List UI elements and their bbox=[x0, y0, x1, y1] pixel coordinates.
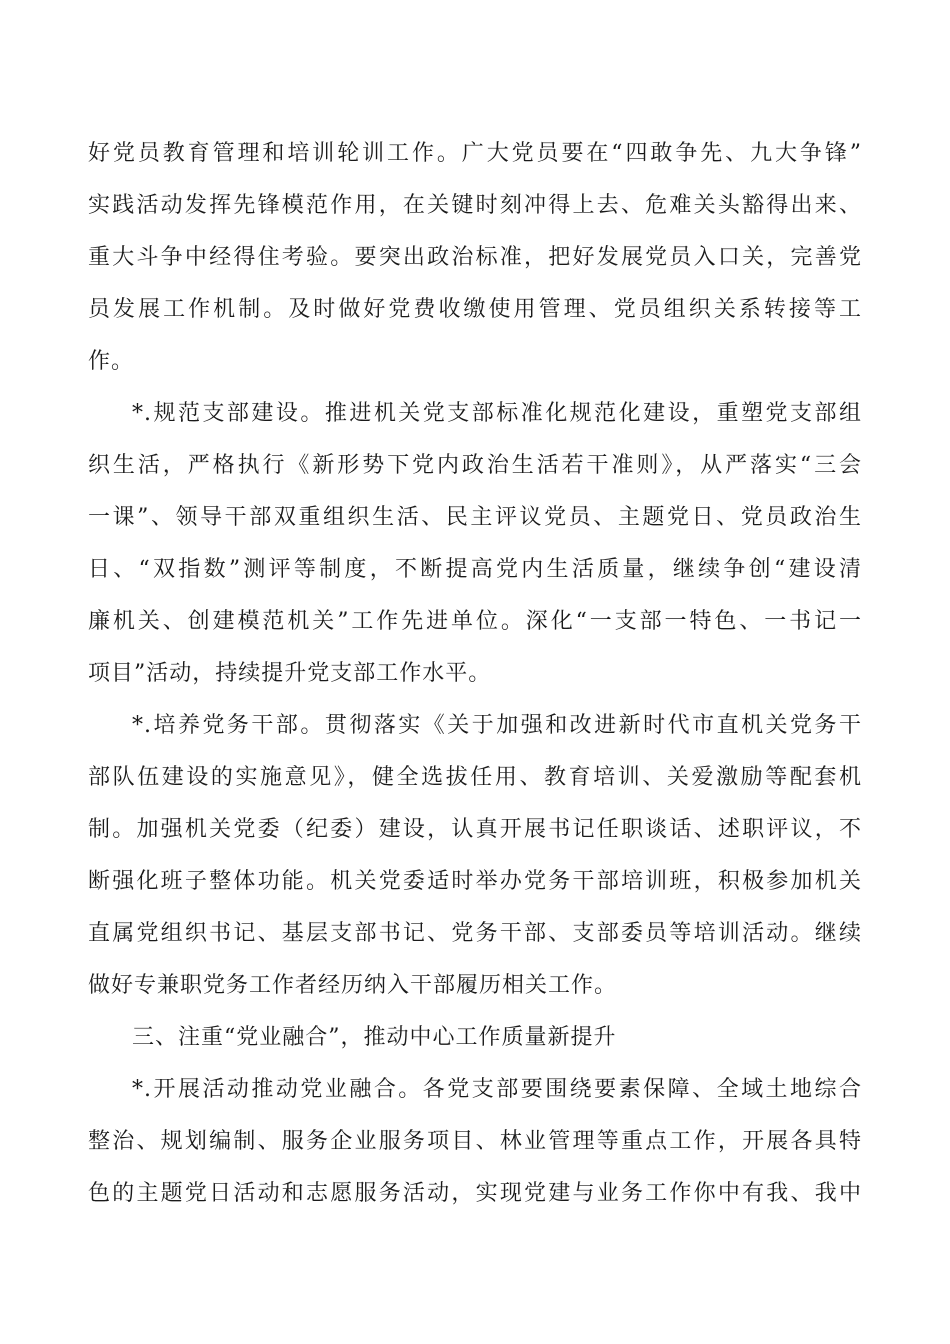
text-line: 织生活，严格执行《新形势下党内政治生活若干准则》，从严落实“三会 bbox=[88, 453, 862, 478]
text-line: 做好专兼职党务工作者经历纳入干部履历相关工作。 bbox=[88, 973, 618, 998]
document-body bbox=[88, 128, 862, 1220]
text-line: 三、注重“党业融合”，推动中心工作质量新提升 bbox=[132, 1025, 617, 1050]
text-line: *.培养党务干部。贯彻落实《关于加强和改进新时代市直机关党务干 bbox=[132, 713, 862, 738]
text-line: 廉机关、创建模范机关”工作先进单位。深化“一支部一特色、一书记一 bbox=[88, 609, 862, 634]
text-line: *.开展活动推动党业融合。各党支部要围绕要素保障、全域土地综合 bbox=[132, 1077, 862, 1102]
text-line: 项目”活动，持续提升党支部工作水平。 bbox=[88, 661, 492, 686]
text-line: 断强化班子整体功能。机关党委适时举办党务干部培训班，积极参加机关 bbox=[88, 869, 862, 894]
text-line: 一课”、领导干部双重组织生活、民主评议党员、主题党日、党员政治生 bbox=[88, 505, 862, 530]
text-line: 员发展工作机制。及时做好党费收缴使用管理、党员组织关系转接等工 bbox=[88, 297, 862, 322]
text-line: 日、“双指数”测评等制度，不断提高党内生活质量，继续争创“建设清 bbox=[88, 557, 862, 582]
text-line: 好党员教育管理和培训轮训工作。广大党员要在“四敢争先、九大争锋” bbox=[88, 141, 862, 166]
text-line: 色的主题党日活动和志愿服务活动，实现党建与业务工作你中有我、我中 bbox=[88, 1181, 862, 1206]
text-line: 作。 bbox=[88, 349, 135, 374]
text-line: 制。加强机关党委（纪委）建设，认真开展书记任职谈话、述职评议，不 bbox=[88, 817, 862, 842]
text-line: 部队伍建设的实施意见》，健全选拔任用、教育培训、关爱激励等配套机 bbox=[88, 765, 862, 790]
text-line: 整治、规划编制、服务企业服务项目、林业管理等重点工作，开展各具特 bbox=[88, 1129, 862, 1154]
text-line: 重大斗争中经得住考验。要突出政治标准，把好发展党员入口关，完善党 bbox=[88, 245, 862, 270]
text-line: *.规范支部建设。推进机关党支部标准化规范化建设，重塑党支部组 bbox=[132, 401, 862, 426]
text-line: 直属党组织书记、基层支部书记、党务干部、支部委员等培训活动。继续 bbox=[88, 921, 862, 946]
text-line: 实践活动发挥先锋模范作用，在关键时刻冲得上去、危难关头豁得出来、 bbox=[88, 193, 862, 218]
